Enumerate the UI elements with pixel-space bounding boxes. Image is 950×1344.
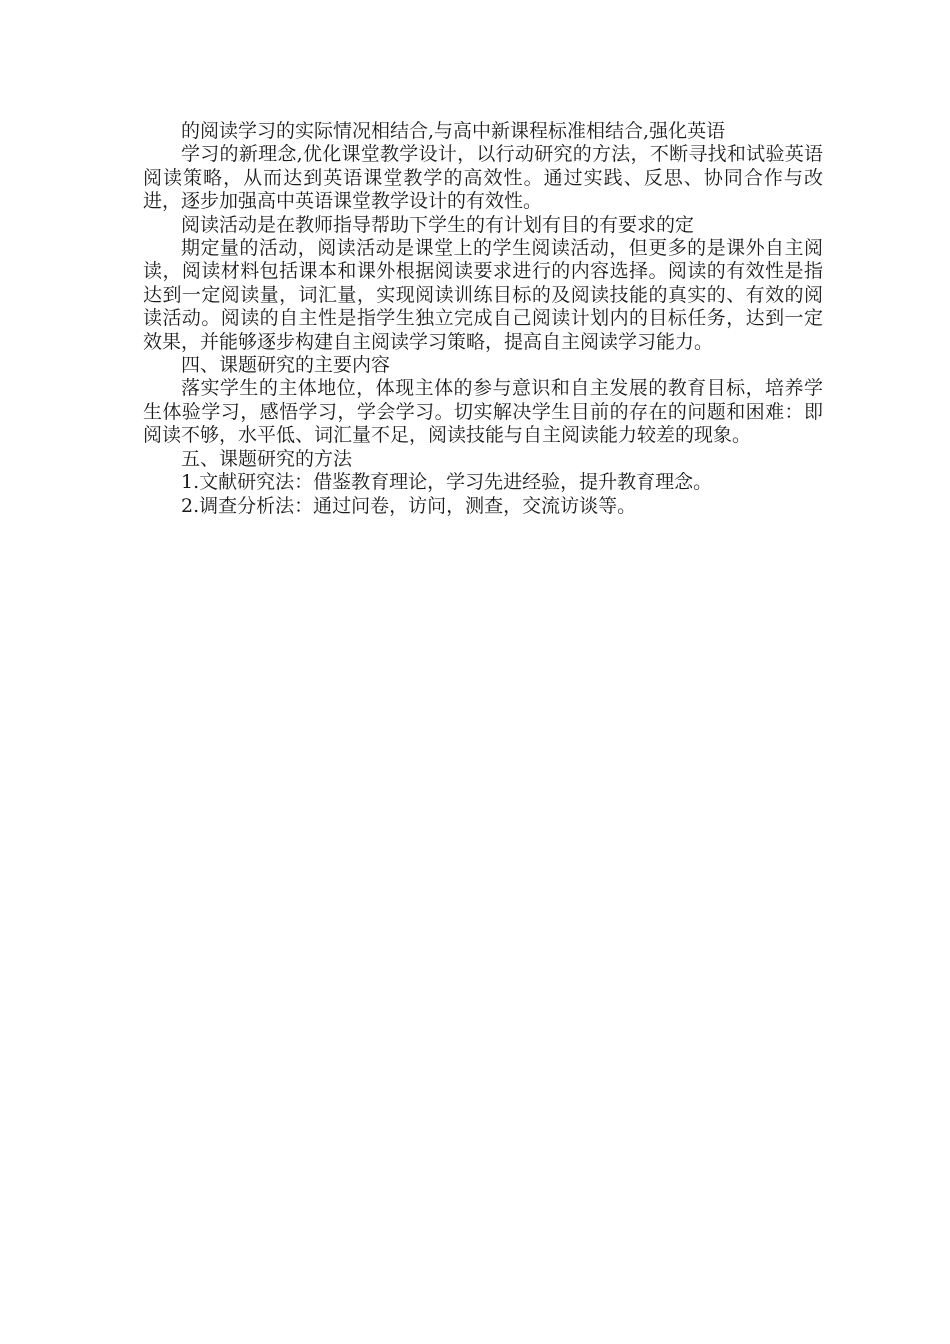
section-heading-5: 五、课题研究的方法 [181, 447, 353, 470]
paragraph-4: 期定量的活动，阅读活动是课堂上的学生阅读活动，但更多的是课外自主阅读，阅读材料包括课本和课外根据阅读要求进行的内容选择。阅读的有效性是指达到一定阅读量，词汇量，实现阅读训练目标的及阅读技能的真实的、有效的阅读活动。阅读的自主性是指学生独立完成自己阅读计划内的目标任务，达到一定效果，并能够逐步构建自主阅读学习策略，提高自主阅读学习能力。 [143, 237, 823, 353]
document-body [143, 120, 823, 518]
method-item-2: 2.调查分析法：通过问卷，访问，测查，交流访谈等。 [181, 494, 637, 517]
paragraph-5: 落实学生的主体地位，体现主体的参与意识和自主发展的教育目标，培养学生体验学习，感悟学习，学会学习。切实解决学生目前的存在的问题和困难：即阅读不够，水平低、词汇量不足，阅读技能与自主阅读能力较差的现象。 [143, 377, 823, 447]
section-heading-4: 四、课题研究的主要内容 [181, 354, 391, 377]
paragraph-1: 的阅读学习的实际情况相结合,与高中新课程标准相结合,强化英语 [181, 120, 726, 142]
method-item-1: 1.文献研究法：借鉴教育理论，学习先进经验，提升教育理念。 [181, 471, 713, 494]
paragraph-2: 学习的新理念,优化课堂教学设计，以行动研究的方法，不断寻找和试验英语阅读策略，从而达到英语课堂教学的高效性。通过实践、反思、协同合作与改进，逐步加强高中英语课堂教学设计的有效性。 [143, 143, 823, 213]
paragraph-3: 阅读活动是在教师指导帮助下学生的有计划有目的有要求的定 [181, 213, 695, 236]
